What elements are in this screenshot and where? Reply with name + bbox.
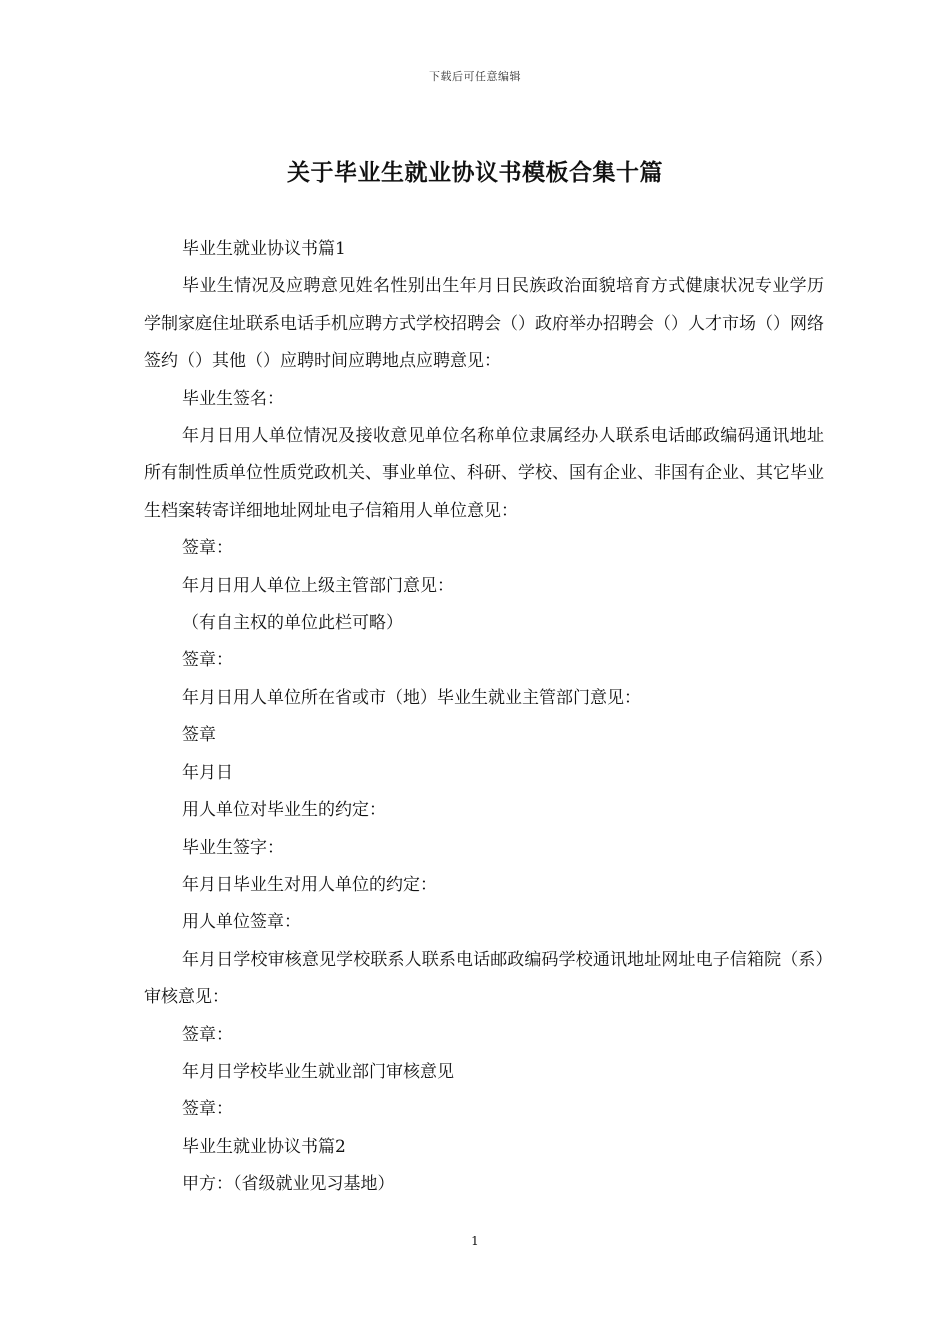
paragraph-employer-info: 年月日用人单位情况及接收意见单位名称单位隶属经办人联系电话邮政编码通讯地址所有制性质单位性质党政机关、事业单位、科研、学校、国有企业、非国有企业、其它毕业生档案转寄详细地址网址电子信箱用人单位意见：	[144, 426, 824, 521]
paragraph-graduate-signature: 毕业生签名：	[182, 388, 284, 409]
paragraph-school-dept-review: 年月日学校毕业生就业部门审核意见	[182, 1061, 454, 1082]
paragraph-graduate-terms: 年月日毕业生对用人单位的约定：	[182, 874, 437, 895]
paragraph-school-review: 年月日学校审核意见学校联系人联系电话邮政编码学校通讯地址网址电子信箱院（系）审核意见：	[144, 949, 824, 1008]
header-note: 下载后可任意编辑	[429, 70, 521, 83]
paragraph-seal: 签章：	[182, 538, 233, 559]
section-heading-1: 毕业生就业协议书篇1	[182, 239, 346, 259]
paragraph-party-a: 甲方：（省级就业见习基地）	[182, 1174, 395, 1195]
paragraph-note: （有自主权的单位此栏可略）	[182, 613, 403, 634]
paragraph-local-dept: 年月日用人单位所在省或市（地）毕业生就业主管部门意见：	[182, 687, 641, 708]
paragraph-employer-seal: 用人单位签章：	[182, 912, 301, 933]
paragraph-employer-terms: 用人单位对毕业生的约定：	[182, 800, 386, 821]
page-number: 1	[471, 1234, 479, 1248]
paragraph-seal: 签章：	[182, 650, 233, 671]
paragraph-date: 年月日	[182, 762, 233, 783]
paragraph-seal: 签章	[182, 725, 216, 746]
document-title: 关于毕业生就业协议书模板合集十篇	[287, 159, 663, 186]
section-heading-2: 毕业生就业协议书篇2	[182, 1136, 346, 1157]
paragraph-seal: 签章：	[182, 1099, 233, 1120]
paragraph-graduate-sign: 毕业生签字：	[182, 837, 284, 858]
document-body	[144, 231, 824, 1204]
paragraph-superior-dept: 年月日用人单位上级主管部门意见：	[182, 575, 454, 596]
paragraph-graduate-info: 毕业生情况及应聘意见姓名性别出生年月日民族政治面貌培育方式健康状况专业学历学制家庭住址联系电话手机应聘方式学校招聘会（）政府举办招聘会（）人才市场（）网络签约（）其他（）应聘时间应聘地点应聘意见：	[144, 276, 824, 372]
paragraph-seal: 签章：	[182, 1024, 233, 1045]
